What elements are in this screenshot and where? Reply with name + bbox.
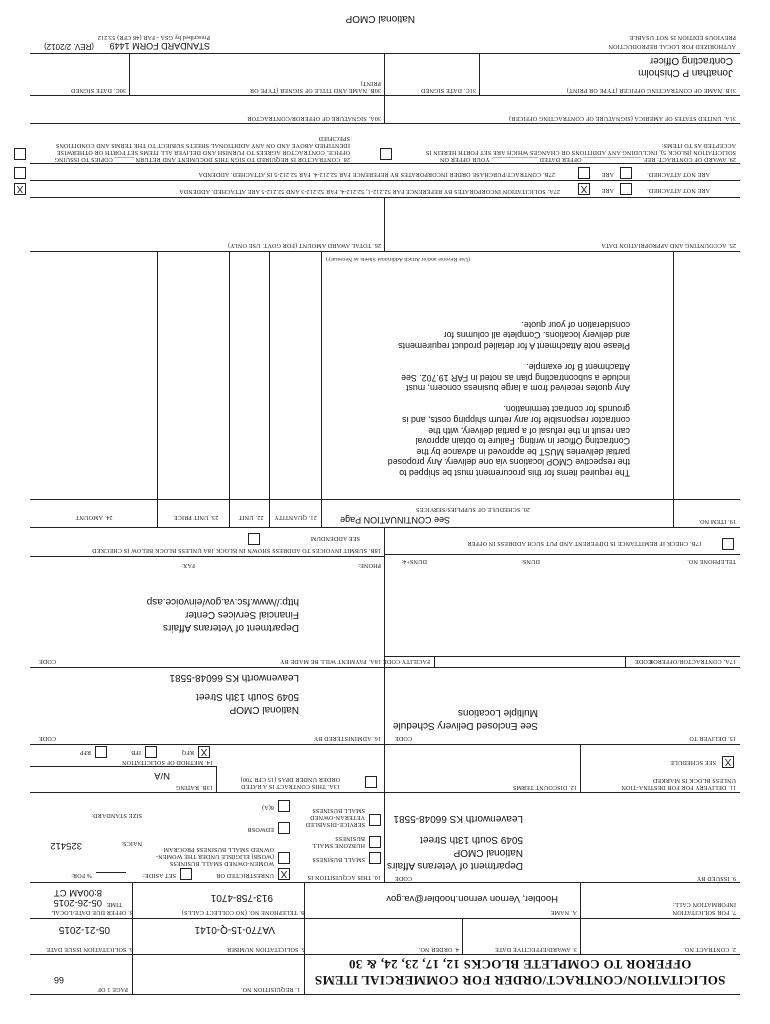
contact-name-label: A. NAME xyxy=(550,909,577,915)
are-a-label: ARE xyxy=(601,187,614,193)
requisition-label: 1. REQUISITION NO. xyxy=(240,986,300,992)
col-schedule: 20. SCHEDULE OF SUPPLIES/SERVICES xyxy=(415,506,530,512)
page-total: 66 xyxy=(53,975,64,985)
deliver-to-label: 15. DELIVER TO xyxy=(689,735,736,741)
see-addendum-checkbox[interactable] xyxy=(248,533,260,545)
sdvosb-checkbox[interactable] xyxy=(369,814,381,826)
co-date-label: 31C. DATE SIGNED xyxy=(420,87,476,93)
issued-by-label: 9. ISSUED BY xyxy=(696,875,736,881)
solicitation-number: VA770-15-Q-0141 xyxy=(194,924,275,935)
contractor-label: 17A. CONTRACTOR/OFFEROR xyxy=(648,658,736,664)
percent-for-label: % FOR: xyxy=(70,872,92,878)
are-b-checkbox[interactable] xyxy=(578,167,590,179)
footer-office: National CMOP xyxy=(345,13,415,24)
desc-line: grounds for contract termination. xyxy=(503,404,630,415)
remittance-label: 17B. CHECK IF REMITTANCE IS DIFFERENT AND PUT SUCH ADDRESS IN OFFER xyxy=(467,540,702,546)
naics-value: 325412 xyxy=(50,840,82,851)
solicitation-number-label: 5. SOLICITATION NUMBER xyxy=(226,946,305,952)
col-quantity: 21. QUANTITY xyxy=(274,514,317,520)
solicitation-info-label-a: 7. FOR SOLICITATION xyxy=(672,909,736,915)
are-b-label: ARE xyxy=(601,171,614,177)
order-no-label: 4. ORDER NO. xyxy=(418,946,459,952)
contracting-officer-name: Jonathan P Chisholm xyxy=(638,67,733,78)
are-not-a-checkbox[interactable] xyxy=(620,183,632,195)
form-revision: (REV. 2/2012) xyxy=(44,42,94,51)
issue-date-label: 6. SOLICITATION ISSUE DATE xyxy=(46,946,133,952)
submit-invoices-label: 18B. SUBMIT INVOICES TO ADDRESS SHOWN IN BLOCK 18A UNLESS BLOCK BELOW IS CHECKED xyxy=(92,547,381,553)
are-a-checkbox[interactable]: X xyxy=(578,183,590,195)
contract-no-label: 2. CONTRACT NO. xyxy=(683,946,736,952)
payment-line-2: Financial Services Center xyxy=(185,609,299,620)
wosb-checkbox[interactable] xyxy=(278,852,290,864)
sdvosb-label: SERVICE-DISABLED VETERAN-OWNED SMALL BUSINESS xyxy=(305,807,365,827)
desc-line xyxy=(330,351,630,362)
desc-line: The required items for this procurement must be shipped to xyxy=(399,468,630,478)
col-unit-price: 23. UNIT PRICE xyxy=(173,514,219,520)
prescribed-by: Prescribed by GSA - FAR (48 CFR) 53.212 xyxy=(97,34,210,40)
issued-by-line-1: Department of Veterans Affairs xyxy=(386,860,523,871)
award-date-label: 3. AWARD/EFFECTIVE DATE xyxy=(495,946,577,952)
see-continuation[interactable]: See CONTINUATION Page xyxy=(340,515,450,525)
offer-due-date: 05-26-2015 xyxy=(53,897,102,908)
contracting-officer-label: 31B. NAME OF CONTRACTING OFFICER (TYPE OR PRINT) xyxy=(566,87,736,93)
desc-line: Attachment B for example. xyxy=(526,362,630,373)
administered-by-line-3: Leavenworth KS 66048-5581 xyxy=(169,672,299,683)
col-amount: 24. AMOUNT xyxy=(75,514,113,520)
rfp-checkbox[interactable] xyxy=(95,746,107,758)
block-29-text: 29. AWARD OF CONTRACT: REF. __________________ OFFER DATED ______________. YOUR OFFER ON SOLICITATION (BLOCK 5), INCLUDING ANY ADDITIONS OR CHANGES WHICH ARE SET FORTH HEREIN IS ACCEPTED AS TO ITEMS: xyxy=(425,142,736,162)
form-header xyxy=(30,955,740,995)
contact-phone-label: B. TELEPHONE NO. (NO COLLECT CALLS) xyxy=(181,909,305,915)
issued-by-line-3: 5049 South 13th Street xyxy=(420,834,523,845)
discount-terms-label: 12. DISCOUNT TERMS xyxy=(512,784,577,790)
solicitation-method-label: 14. METHOD OF SOLICITATION xyxy=(121,759,213,765)
administered-by-line-1: National CMOP xyxy=(229,704,299,715)
payment-line-1: Department of Veterans Affairs xyxy=(162,622,299,633)
desc-line xyxy=(330,393,630,404)
desc-line: partial deliveries MUST be approved in advance by the xyxy=(416,446,630,457)
administered-by-code-label: CODE xyxy=(38,735,56,741)
contractor-phone-label: TELEPHONE NO. xyxy=(687,558,736,564)
addenda-b-checkbox[interactable] xyxy=(14,167,26,179)
page-label: PAGE 1 OF xyxy=(97,986,128,992)
offer-due-label-b: TIME xyxy=(106,901,122,907)
payment-phone-label: PHONE: xyxy=(358,562,381,568)
payment-label: 18A. PAYMENT WILL BE MADE BY xyxy=(279,658,381,664)
standard-form: STANDARD FORM 1449 xyxy=(109,41,210,51)
set-aside-checkbox[interactable] xyxy=(180,868,192,880)
signature-offeror-label: 30A. SIGNATURE OF OFFEROR/CONTRACTOR xyxy=(247,115,381,121)
issue-date: 05-21-2015 xyxy=(58,924,110,935)
see-schedule-label: SEE SCHEDULE xyxy=(670,759,716,765)
authorized-reproduction: AUTHORIZED FOR LOCAL REPRODUCTION xyxy=(608,43,736,49)
form-title: SOLICITATION/CONTRACT/ORDER FOR COMMERCIAL ITEMS xyxy=(314,973,726,988)
are-not-b-checkbox[interactable] xyxy=(620,167,632,179)
rating-label: 13B. RATING xyxy=(175,784,213,790)
block-28-text: 28. CONTRACTOR IS REQUIRED TO SIGN THIS DOCUMENT AND RETURN ______ COPIES TO ISSUING OFFICE. CONTRACTOR AGREES TO FURNISH AND DELIVER ALL ITEMS SET FORTH OR OTHERWISE IDENTIFIED ABOVE AND ON ANY ADDITIONAL SHEETS SUBJECT TO THE TERMS AND CONDITIONS SPECIFIED xyxy=(54,135,350,162)
schedule-description xyxy=(330,319,630,478)
form-subtitle: OFFEROR TO COMPLETE BLOCKS 12, 17, 23, 24, & 30 xyxy=(348,957,692,972)
signature-usa-label: 31A. UNITED STATES OF AMERICA (SIGNATURE OF CONTRACTING OFFICER) xyxy=(508,115,736,121)
signer-name-label: 30B. NAME AND TITLE OF SIGNER (TYPE OR PRINT) xyxy=(249,80,381,93)
hubzone-label: HUBZONE SMALL BUSINESS xyxy=(312,835,365,848)
see-addendum-label: SEE ADDENDUM xyxy=(310,535,360,541)
far-27a-text: 27A. SOLICITATION INCORPORATES BY REFERENCE FAR 52.212-1, 52.212-4. FAR 52.212-3 AND 52.212-5 ARE ATTACHED. ADDENDA xyxy=(179,188,560,194)
rfq-label: RFQ xyxy=(181,749,194,755)
desc-line: and delivery locations. Complete all columns for xyxy=(443,330,630,341)
ifb-checkbox[interactable] xyxy=(145,746,157,758)
payment-line-3: http://www.fsc.va.gov/einvoice.asp xyxy=(146,596,299,607)
award-checkbox[interactable] xyxy=(380,148,392,160)
payment-code-label: CODE xyxy=(38,658,56,664)
offer-due-label-a: 8. OFFER DUE DATE/LOCAL xyxy=(51,909,133,915)
schedule-footnote: (Use Reverse and/or Attach Additional Sheets as Necessary) xyxy=(325,256,470,262)
far-27b-text: 27B. CONTRACT/PURCHASE ORDER INCORPORATES BY REFERENCE FAR 52.212-4. FAR 52.212-5 IS ATTACHED. ADDENDA xyxy=(198,171,555,177)
hubzone-checkbox[interactable] xyxy=(369,836,381,848)
offer-due-time: 8:00AM CT xyxy=(53,887,102,898)
naics-label: NAICS: xyxy=(121,840,142,846)
payment-fax-label: FAX: xyxy=(180,562,195,568)
small-business-label: SMALL BUSINESS xyxy=(312,856,365,862)
total-award-label: 26. TOTAL AWARD AMOUNT (FOR GOVT. USE ONLY) xyxy=(227,242,381,248)
rated-order-label: 13A. THIS CONTRACT IS A RATED ORDER UNDER DPAS (15 CFR 700) xyxy=(240,776,340,789)
desc-line: contractor responsible for any return shipping costs, and is xyxy=(402,415,630,426)
col-item-no: 19. ITEM NO. xyxy=(698,518,736,524)
rfp-label: RFP xyxy=(79,749,91,755)
unrestricted-label: UNRESTRICTED OR xyxy=(216,872,274,878)
edwosb-label: EDWOSB xyxy=(247,826,274,832)
rfq-checkbox[interactable]: X xyxy=(198,746,210,758)
size-standard-label: SIZE STANDARD: xyxy=(91,812,142,818)
duns-label: DUNS: xyxy=(520,558,540,564)
solicitation-info-label-b: INFORMATION CALL: xyxy=(672,901,736,907)
eight-a-checkbox[interactable] xyxy=(278,800,290,812)
administered-by-label: 16. ADMINISTERED BY xyxy=(313,735,381,741)
duns4-label: DUNS+4: xyxy=(401,558,427,564)
contact-phone: 913-758-4701 xyxy=(210,892,273,903)
set-aside-label: SET ASIDE: xyxy=(142,872,176,878)
acquisition-label: 10. THIS ACQUISITION IS xyxy=(307,874,381,880)
previous-edition: PREVIOUS EDITION IS NOT USABLE xyxy=(629,34,736,40)
rated-order-checkbox[interactable] xyxy=(365,776,377,788)
unrestricted-checkbox[interactable]: X xyxy=(278,868,290,880)
issued-by-line-2: National CMOP xyxy=(453,847,523,858)
accounting-label: 25. ACCOUNTING AND APPROPRIATION DATA xyxy=(601,242,736,248)
contact-name: Hoobler, Vernon vernon.hoobler@va.gov xyxy=(386,893,558,904)
desc-line: can result in the refusal of a partial delivery, with the xyxy=(428,425,630,436)
deliver-to-line-2: Multiple Locations xyxy=(457,707,538,718)
col-unit: 22. UNIT xyxy=(238,514,264,520)
desc-line: Contracting Officer in writing. Failure to obtain approval xyxy=(415,436,630,447)
are-not-b-label: ARE NOT ATTACHED. xyxy=(647,171,710,177)
remittance-checkbox[interactable] xyxy=(722,538,734,550)
addenda-a-checkbox[interactable]: X xyxy=(14,183,26,195)
wosb-label: WOMEN-OWNED SMALL BUSINESS (WOSB) ELIGIBLE UNDER THE WOMEN-OWNED SMALL BUSINESS PROGRAM xyxy=(155,846,274,866)
see-schedule-checkbox[interactable]: X xyxy=(722,756,734,768)
eight-a-label: 8(A) xyxy=(261,804,274,810)
contractor-code-label: CODE xyxy=(634,658,652,664)
offeror-date-label: 30C. DATE SIGNED xyxy=(70,87,126,93)
contractor-sign-checkbox[interactable] xyxy=(14,148,26,160)
deliver-to-line-1: See Enclosed Delivery Schedule xyxy=(392,720,538,731)
edwosb-checkbox[interactable] xyxy=(278,822,290,834)
issued-by-code-label: CODE xyxy=(394,875,412,881)
rating-value: N/A xyxy=(154,770,170,781)
desc-line: the respective CMOP locations via one delivery. Any proposed xyxy=(387,457,630,468)
desc-line: Please note Attachment A for detailed product requirements xyxy=(398,340,630,351)
administered-by-line-2: 5049 South 13th Street xyxy=(196,691,299,702)
issued-by-line-4: Leavenworth KS 66048-5581 xyxy=(393,813,523,824)
desc-line: consideration of your quote. xyxy=(521,319,630,330)
ifb-label: IFB xyxy=(131,749,141,755)
are-not-a-label: ARE NOT ATTACHED. xyxy=(647,187,710,193)
fob-label: 11. DELIVERY FOR FOB DESTINA-TION UNLESS BLOCK IS MARKED xyxy=(621,777,736,790)
desc-line: Any quotes received from a large business concern, must xyxy=(406,383,630,394)
facility-code-label: FACILITY CODE xyxy=(382,658,430,664)
small-business-checkbox[interactable] xyxy=(369,852,381,864)
deliver-to-code-label: CODE xyxy=(394,735,412,741)
contracting-officer-title: Contracting Officer xyxy=(649,55,733,66)
desc-line: include a subcontracting plan as noted in FAR 19.702. See xyxy=(401,372,630,383)
